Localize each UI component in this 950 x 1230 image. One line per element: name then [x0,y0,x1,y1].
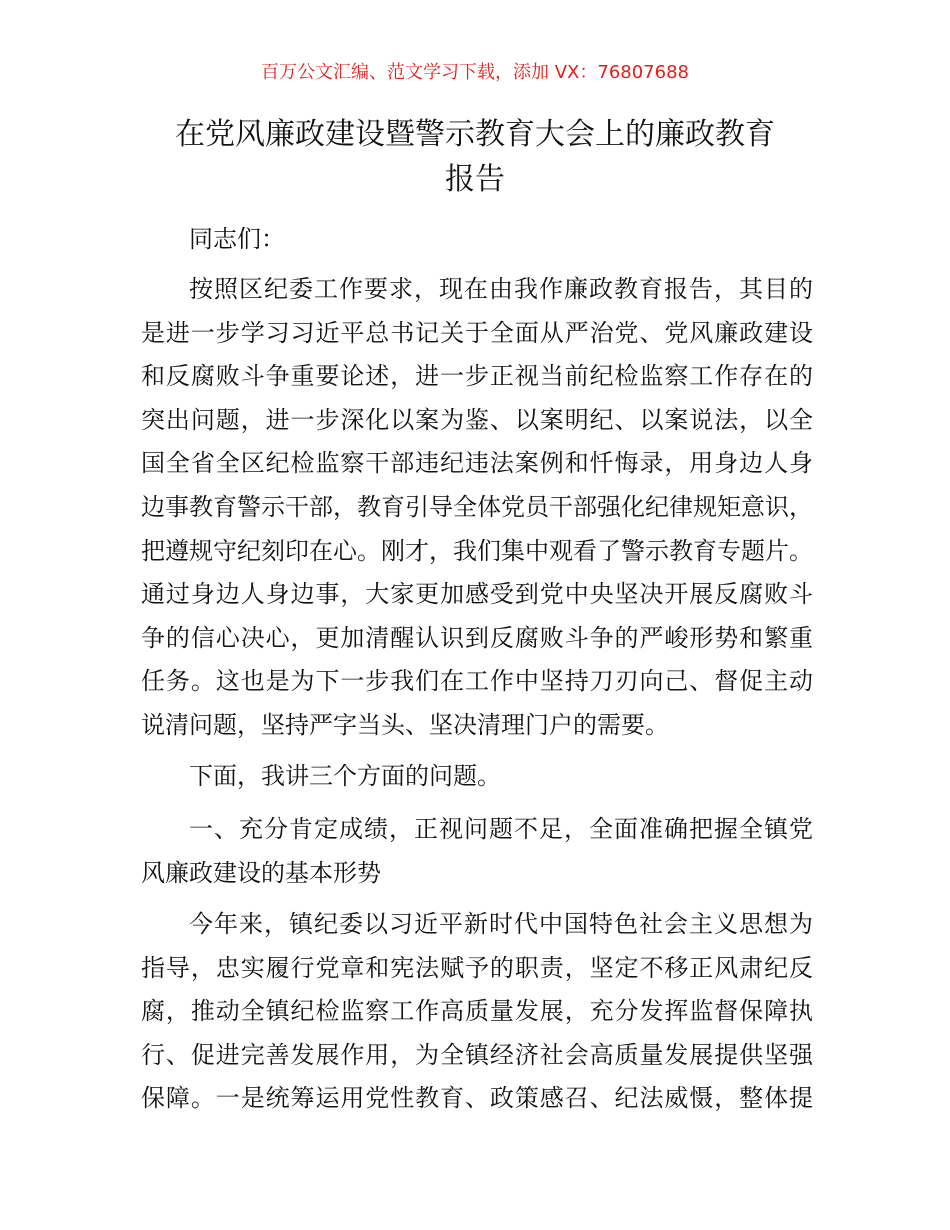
paragraph-line: 突出问题，进一步深化以案为鉴、以案明纪、以案说法，以全 [141,405,813,434]
document-title-line-2: 报告 [445,162,505,197]
paragraph-line: 一、充分肯定成绩，正视问题不足，全面准确把握全镇党 [189,815,813,843]
paragraph-line: 国全省全区纪检监察干部违纪违法案例和忏悔录，用身边人身 [141,449,813,478]
paragraph-line: 按照区纪委工作要求，现在由我作廉政教育报告，其目的 [189,275,813,303]
paragraph-line: 和反腐败斗争重要论述，进一步正视当前纪检监察工作存在的 [141,362,813,391]
paragraph-line: 风廉政建设的基本形势 [141,858,381,887]
paragraph-line: 腐，推动全镇纪检监察工作高质量发展，充分发挥监督保障执 [141,997,813,1026]
paragraph-line: 通过身边人身边事，大家更加感受到党中央坚决开展反腐败斗 [141,580,813,609]
paragraph-line: 争的信心决心，更加清醒认识到反腐败斗争的严峻形势和繁重 [141,623,813,652]
paragraph-line: 任务。这也是为下一步我们在工作中坚持刀刃向己、督促主动 [141,667,813,696]
paragraph-line: 行、促进完善发展作用，为全镇经济社会高质量发展提供坚强 [141,1040,813,1069]
paragraph-line: 保障。一是统筹运用党性教育、政策感召、纪法威慑，整体提 [141,1084,813,1113]
paragraph-line: 今年来，镇纪委以习近平新时代中国特色社会主义思想为 [189,910,813,938]
salutation: 同志们： [189,225,285,253]
paragraph-line: 下面，我讲三个方面的问题。 [189,762,501,790]
document-title-line-1: 在党风廉政建设暨警示教育大会上的廉政教育 [175,117,775,152]
paragraph-line: 说清问题，坚持严字当头、坚决清理门户的需要。 [141,711,669,739]
paragraph-line: 是进一步学习习近平总书记关于全面从严治党、党风廉政建设 [141,318,813,347]
paragraph-line: 指导，忠实履行党章和宪法赋予的职责，坚定不移正风肃纪反 [141,953,813,982]
header-banner: 百万公文汇编、范文学习下载，添加 VX：76807688 [261,62,689,83]
paragraph-line: 把遵规守纪刻印在心。刚才，我们集中观看了警示教育专题片。 [141,536,813,565]
paragraph-line: 边事教育警示干部，教育引导全体党员干部强化纪律规矩意识， [141,493,813,521]
